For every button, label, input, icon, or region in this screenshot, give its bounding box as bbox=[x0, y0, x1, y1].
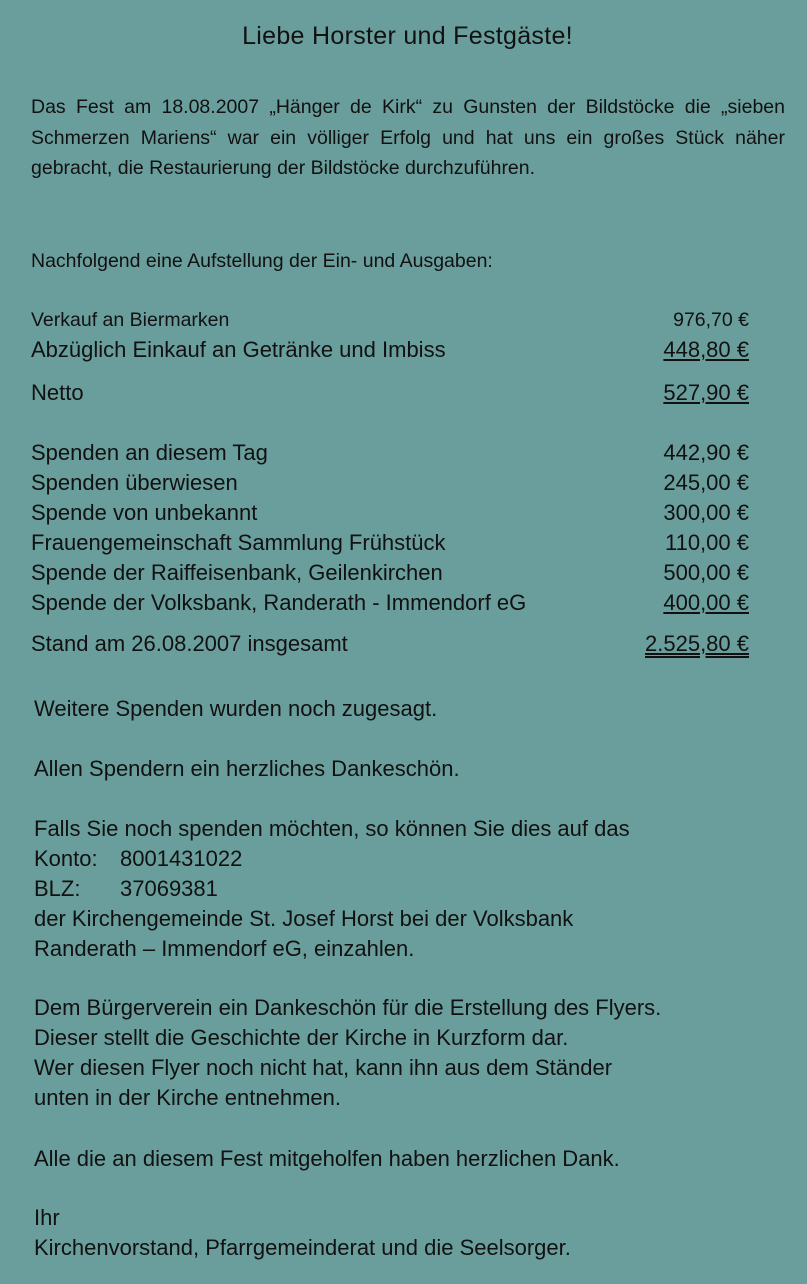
donation-amount: 245,00 € bbox=[663, 470, 749, 495]
account-amount: 976,70 € bbox=[673, 309, 749, 331]
donation-amount: 442,90 € bbox=[663, 440, 749, 465]
text-line: Kirchenvorstand, Pfarrgemeinderat und die Seelsorger. bbox=[34, 1235, 571, 1260]
donation-row bbox=[31, 590, 749, 620]
blz-line bbox=[34, 874, 630, 904]
donation-label: Spenden an diesem Tag bbox=[31, 440, 268, 465]
page-title: Liebe Horster und Festgäste! bbox=[242, 22, 573, 50]
total-amount: 2.525,80 € bbox=[645, 631, 749, 656]
text-line: Dem Bürgerverein ein Dankeschön für die Erstellung des Flyers. bbox=[34, 995, 662, 1020]
text-line: Falls Sie noch spenden möchten, so können Sie dies auf das bbox=[34, 816, 630, 841]
konto-value: 8001431022 bbox=[120, 846, 243, 871]
helpers-thanks-text bbox=[34, 1144, 620, 1174]
text-line: Wer diesen Flyer noch nicht hat, kann ihn aus dem Ständer bbox=[34, 1055, 613, 1080]
text-line: Ihr bbox=[34, 1205, 60, 1230]
konto-label: Konto: bbox=[34, 846, 98, 871]
thanks-donors-text bbox=[34, 754, 460, 784]
intro-paragraph: Das Fest am 18.08.2007 „Hänger de Kirk“ zu Gunsten der Bildstöcke die „sieben Schmerzen Mariens“ war ein völliger Erfolg und hat uns ein großes Stück näher gebracht, die Restaurierung der Bildstöcke durchzuführen. bbox=[31, 96, 785, 179]
bank-details bbox=[34, 814, 630, 964]
text-line: Alle die an diesem Fest mitgeholfen haben herzlichen Dank. bbox=[34, 1146, 620, 1171]
text-line: Weitere Spenden wurden noch zugesagt. bbox=[34, 696, 438, 721]
blz-label: BLZ: bbox=[34, 876, 81, 901]
text-line: Allen Spendern ein herzliches Dankeschön. bbox=[34, 756, 460, 781]
donation-label: Frauengemeinschaft Sammlung Frühstück bbox=[31, 530, 446, 555]
accounts-heading: Nachfolgend eine Aufstellung der Ein- und Ausgaben: bbox=[31, 250, 493, 272]
account-row-total bbox=[31, 631, 749, 661]
donation-row bbox=[31, 530, 749, 560]
text-line: Randerath – Immendorf eG, einzahlen. bbox=[34, 936, 415, 961]
donation-label: Spenden überwiesen bbox=[31, 470, 238, 495]
flyer-text bbox=[34, 993, 661, 1113]
donation-amount: 400,00 € bbox=[663, 590, 749, 615]
text-line: unten in der Kirche entnehmen. bbox=[34, 1085, 341, 1110]
account-label: Verkauf an Biermarken bbox=[31, 309, 230, 331]
donation-row bbox=[31, 560, 749, 590]
account-row-sales bbox=[31, 309, 749, 339]
blz-value: 37069381 bbox=[120, 876, 218, 901]
donation-amount: 500,00 € bbox=[663, 560, 749, 585]
total-label: Stand am 26.08.2007 insgesamt bbox=[31, 631, 348, 656]
account-row-purchases bbox=[31, 337, 749, 367]
account-row-net bbox=[31, 380, 749, 410]
donation-label: Spende der Raiffeisenbank, Geilenkirchen bbox=[31, 560, 443, 585]
account-amount: 527,90 € bbox=[663, 380, 749, 405]
donation-amount: 300,00 € bbox=[663, 500, 749, 525]
account-label: Netto bbox=[31, 380, 84, 405]
donation-row bbox=[31, 500, 749, 530]
donation-row bbox=[31, 470, 749, 500]
account-amount: 448,80 € bbox=[663, 337, 749, 362]
text-line: der Kirchengemeinde St. Josef Horst bei der Volksbank bbox=[34, 906, 574, 931]
closing-signature bbox=[34, 1203, 571, 1263]
konto-line bbox=[34, 844, 630, 874]
donation-amount: 110,00 € bbox=[664, 530, 749, 555]
donation-label: Spende der Volksbank, Randerath - Immendorf eG bbox=[31, 590, 527, 615]
further-donations-text bbox=[34, 694, 437, 724]
donation-label: Spende von unbekannt bbox=[31, 500, 258, 525]
donation-row bbox=[31, 440, 749, 470]
text-line: Dieser stellt die Geschichte der Kirche in Kurzform dar. bbox=[34, 1025, 569, 1050]
account-label: Abzüglich Einkauf an Getränke und Imbiss bbox=[31, 337, 446, 362]
